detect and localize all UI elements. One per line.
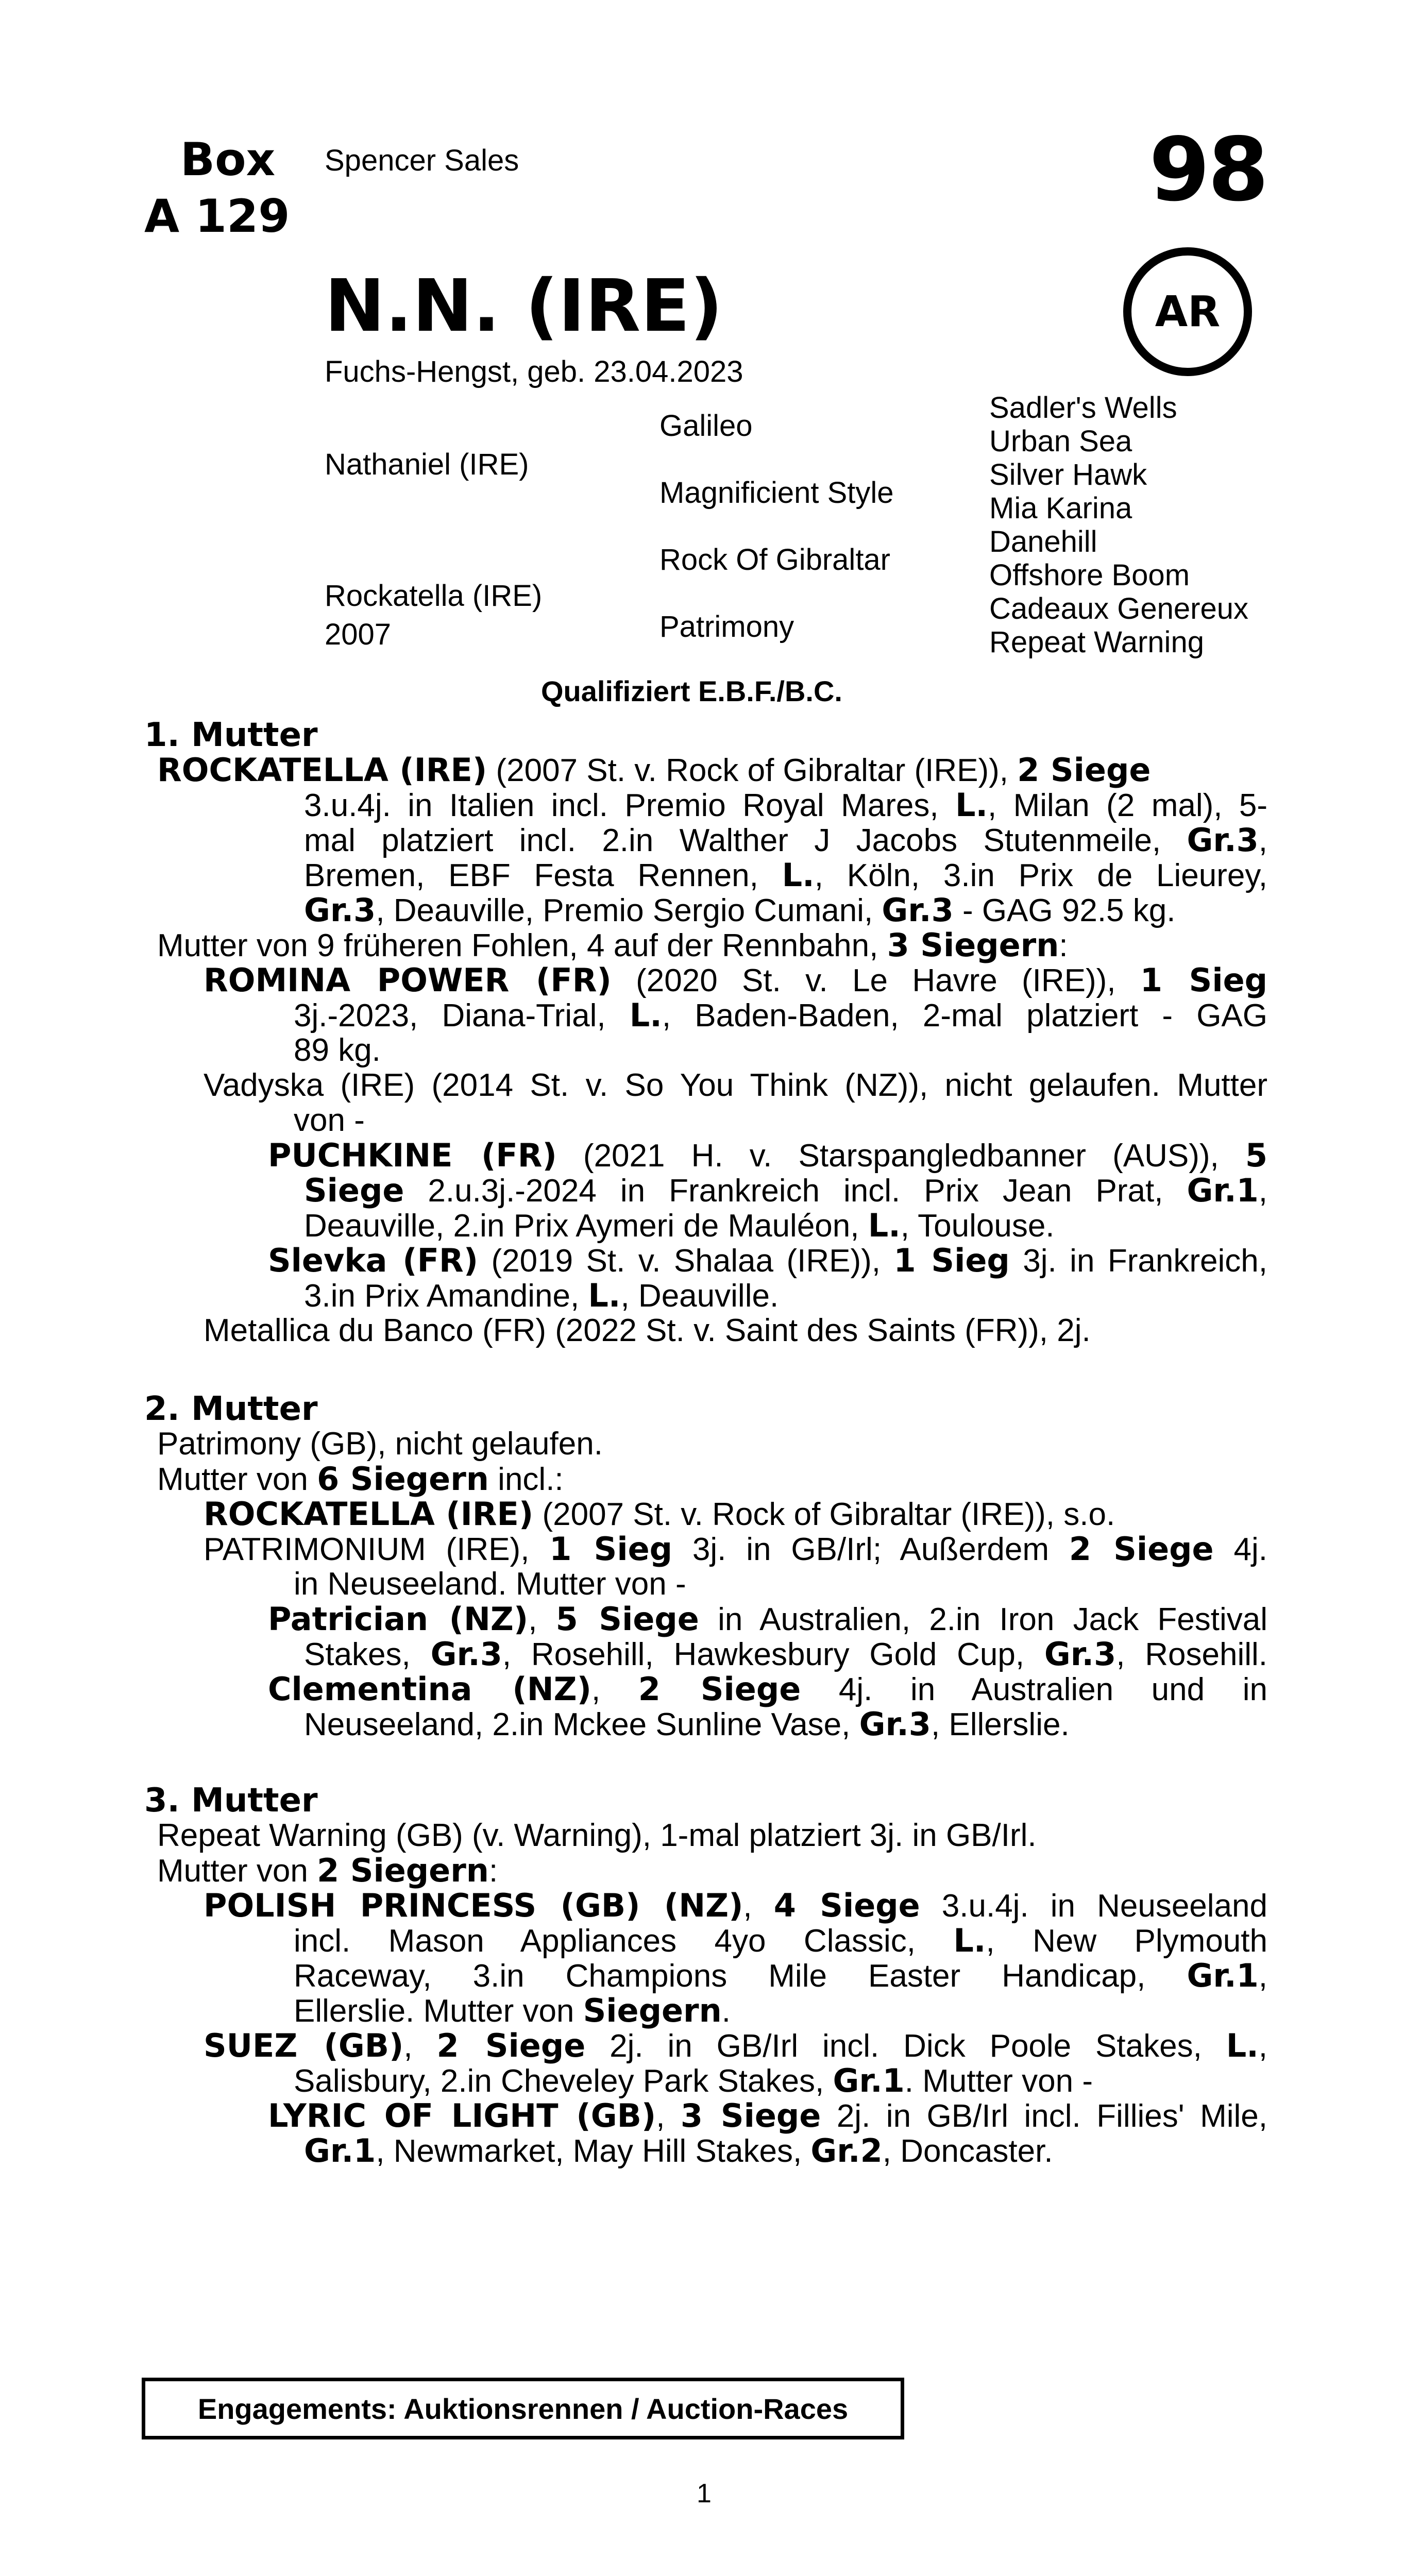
section3-line2: Mutter von 2 Siegern: (157, 1852, 498, 1889)
lyric-line1: LYRIC OF LIGHT (GB), 3 Siege 2j. in GB/Irl incl. Fillies' Mile, (268, 2097, 1267, 2134)
patrician-name: Patrician (NZ) (268, 1600, 529, 1638)
dam-info: (2007 St. v. Rock of Gibraltar (IRE)), (487, 753, 1018, 788)
engagements-box (142, 2378, 904, 2439)
clementina-name: Clementina (NZ) (268, 1670, 591, 1708)
rockatella-repeat-name: ROCKATELLA (IRE) (204, 1495, 534, 1533)
puchkine-line3: Deauville, 2.in Prix Aymeri de Mauléon, L., Toulouse. (304, 1207, 1055, 1244)
polish-princess-name: POLISH PRINCESS (GB) (NZ) (204, 1887, 743, 1924)
great-grandparent-6: Offshore Boom (989, 558, 1190, 592)
polish-princess-line1: POLISH PRINCESS (GB) (NZ), 4 Siege 3.u.4j. in Neuseeland (204, 1887, 1267, 1924)
puchkine-line1: PUCHKINE (FR) (2021 H. v. Starspangledbanner (AUS)), 5 (268, 1137, 1267, 1174)
lyric-line2: Gr.1, Newmarket, May Hill Stakes, Gr.2, Doncaster. (304, 2132, 1053, 2170)
dam-record-line1: 3.u.4j. in Italien incl. Premio Royal Mares, L., Milan (2 mal), 5- (304, 786, 1267, 824)
dam-record-line3: Bremen, EBF Festa Rennen, L., Köln, 3.in Prix de Lieurey, (304, 856, 1268, 894)
great-grandparent-4: Mia Karina (989, 492, 1132, 525)
horse-description: Fuchs-Hengst, geb. 23.04.2023 (325, 355, 743, 388)
polish-princess-line3: Raceway, 3.in Champions Mile Easter Handicap, Gr.1, (294, 1957, 1267, 1994)
dam: Rockatella (IRE) (325, 579, 543, 613)
slevka-line2: 3.in Prix Amandine, L., Deauville. (304, 1277, 779, 1314)
grandparent-sire-dam: Magnificient Style (659, 476, 894, 510)
grandparent-dam-dam: Patrimony (659, 610, 794, 643)
box-number: A 129 (144, 190, 290, 243)
romina-power-line2: 3j.-2023, Diana-Trial, L., Baden-Baden, 2-mal platziert - GAG (294, 996, 1268, 1034)
dam-name: ROCKATELLA (IRE) (157, 751, 487, 789)
lot-number: 98 (1149, 119, 1267, 221)
rockatella-repeat-line: ROCKATELLA (IRE) (2007 St. v. Rock of Gibraltar (IRE)), s.o. (204, 1495, 1115, 1533)
puchkine-name: PUCHKINE (FR) (268, 1137, 557, 1174)
ar-badge-label: AR (1155, 287, 1221, 336)
great-grandparent-2: Urban Sea (989, 425, 1132, 458)
clementina-line2: Neuseeland, 2.in Mckee Sunline Vase, Gr.3, Ellerslie. (304, 1705, 1070, 1743)
dam-produce: Mutter von 9 früheren Fohlen, 4 auf der Rennbahn, 3 Siegern: (157, 926, 1068, 964)
seller: Spencer Sales (325, 144, 519, 177)
section2-line2: Mutter von 6 Siegern incl.: (157, 1460, 564, 1498)
grandparent-dam-sire: Rock Of Gibraltar (659, 543, 890, 577)
great-grandparent-5: Danehill (989, 525, 1097, 558)
box-label: Box (180, 133, 276, 186)
dam-record-line4: Gr.3, Deauville, Premio Sergio Cumani, Gr.3 - GAG 92.5 kg. (304, 891, 1176, 929)
great-grandparent-7: Cadeaux Genereux (989, 592, 1248, 625)
great-grandparent-1: Sadler's Wells (989, 391, 1177, 425)
section3-line1: Repeat Warning (GB) (v. Warning), 1-mal platziert 3j. in GB/Irl. (157, 1818, 1037, 1853)
patrimonium-line1: PATRIMONIUM (IRE), 1 Sieg 3j. in GB/Irl; Außerdem 2 Siege 4j. (204, 1530, 1267, 1568)
lyric-name: LYRIC OF LIGHT (GB) (268, 2097, 656, 2134)
section2-title: 2. Mutter (144, 1390, 318, 1428)
engagements-label: Engagements: Auktionsrennen / Auction-Races (197, 2392, 849, 2425)
slevka-name: Slevka (FR) (268, 1242, 479, 1279)
suez-line1: SUEZ (GB), 2 Siege 2j. in GB/Irl incl. Dick Poole Stakes, L., (204, 2027, 1267, 2064)
patrician-line2: Stakes, Gr.3, Rosehill, Hawkesbury Gold Cup, Gr.3, Rosehill. (304, 1635, 1268, 1673)
puchkine-line2: Siege 2.u.3j.-2024 in Frankreich incl. Prix Jean Prat, Gr.1, (304, 1172, 1267, 1209)
suez-line2: Salisbury, 2.in Cheveley Park Stakes, Gr.1. Mutter von - (294, 2062, 1093, 2099)
vadyska-line2: von - (294, 1103, 365, 1138)
dam-year: 2007 (325, 618, 392, 651)
romina-power-name: ROMINA POWER (FR) (204, 961, 612, 999)
clementina-line1: Clementina (NZ), 2 Siege 4j. in Australien und in (268, 1670, 1267, 1708)
romina-power-line3: 89 kg. (294, 1032, 381, 1068)
polish-princess-line4: Ellerslie. Mutter von Siegern. (294, 1992, 731, 2029)
suez-name: SUEZ (GB) (204, 2027, 404, 2064)
slevka-line1: Slevka (FR) (2019 St. v. Shalaa (IRE)), 1 Sieg 3j. in Frankreich, (268, 1242, 1268, 1279)
dam-entry-line1 (157, 753, 1151, 788)
metallica-line: Metallica du Banco (FR) (2022 St. v. Saint des Saints (FR)), 2j. (204, 1313, 1091, 1348)
page-number: 1 (697, 2479, 712, 2509)
dam-record-line2: mal platziert incl. 2.in Walther J Jacobs Stutenmeile, Gr.3, (304, 821, 1267, 859)
section3-title: 3. Mutter (144, 1782, 318, 1820)
ar-badge (1123, 247, 1252, 376)
great-grandparent-8: Repeat Warning (989, 625, 1204, 659)
section2-line1: Patrimony (GB), nicht gelaufen. (157, 1426, 603, 1462)
patrician-line1: Patrician (NZ), 5 Siege in Australien, 2.in Iron Jack Festival (268, 1600, 1267, 1638)
horse-name: N.N. (IRE) (325, 264, 723, 348)
grandparent-sire-sire: Galileo (659, 409, 753, 443)
sire: Nathaniel (IRE) (325, 448, 529, 481)
polish-princess-line2: incl. Mason Appliances 4yo Classic, L., New Plymouth (294, 1922, 1267, 1959)
dam-wins: 2 Siege (1017, 751, 1151, 789)
patrimonium-line2: in Neuseeland. Mutter von - (294, 1566, 686, 1602)
section1-title: 1. Mutter (144, 716, 318, 754)
qualification: Qualifiziert E.B.F./B.C. (541, 675, 842, 707)
vadyska-line1: Vadyska (IRE) (2014 St. v. So You Think (NZ)), nicht gelaufen. Mutter (204, 1067, 1267, 1103)
romina-power-line1: ROMINA POWER (FR) (2020 St. v. Le Havre (IRE)), 1 Sieg (204, 961, 1268, 999)
great-grandparent-3: Silver Hawk (989, 458, 1147, 492)
